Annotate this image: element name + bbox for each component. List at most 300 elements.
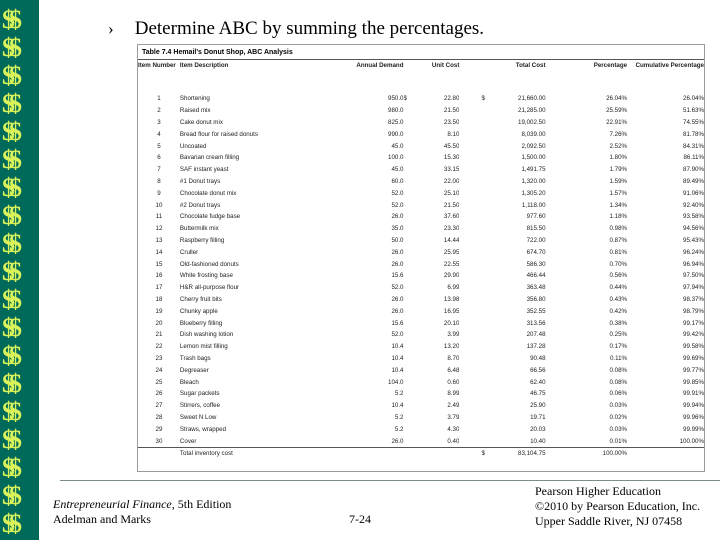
cumulative-cell: 93.58%	[683, 213, 704, 221]
currency-cell	[459, 423, 485, 435]
table-row	[138, 235, 704, 247]
item-description-cell: SAF instant yeast	[179, 166, 229, 174]
unit-cost-cell: 25.10	[443, 189, 460, 197]
currency-cell	[404, 353, 420, 365]
dollar-sign-icon: $$	[2, 369, 16, 398]
currency-cell	[459, 199, 485, 211]
total-cost-cell: 25.90	[530, 402, 546, 410]
table-row	[138, 176, 704, 188]
cumulative-cell: 99.99%	[683, 425, 704, 433]
currency-cell	[459, 117, 485, 129]
dollar-sign-icon: $$	[2, 509, 16, 538]
cumulative-cell: 97.50%	[683, 272, 704, 280]
unit-cost-cell: 13.98	[443, 295, 460, 303]
unit-cost-cell: 22.80	[443, 95, 460, 103]
unit-cost-cell: 22.55	[443, 260, 460, 268]
percentage-cell: 0.38%	[609, 319, 628, 327]
cumulative-cell: 99.96%	[683, 413, 704, 421]
item-number-cell: 2	[157, 107, 161, 115]
dollar-sign-icon: $$	[2, 453, 16, 482]
table-row	[138, 164, 704, 176]
item-description-cell: H&R all-purpose flour	[179, 284, 240, 292]
item-description-cell: Dish washing lotion	[179, 331, 234, 339]
annual-demand-cell: 825.0	[388, 118, 404, 126]
item-number-cell: 27	[155, 402, 163, 410]
annual-demand-cell: 26.0	[391, 307, 404, 315]
table-row	[138, 187, 704, 199]
cumulative-cell: 84.31%	[683, 142, 704, 150]
annual-demand-cell: 45.0	[391, 142, 404, 150]
bullet-text: Determine ABC by summing the percentages.	[134, 18, 485, 39]
table-row	[138, 317, 704, 329]
unit-cost-cell: 21.50	[443, 107, 460, 115]
cumulative-cell: 98.79%	[683, 307, 704, 315]
item-number-cell: 30	[155, 437, 163, 445]
currency-cell	[459, 105, 485, 117]
annual-demand-cell: 5.2	[394, 390, 404, 398]
table-row	[138, 305, 704, 317]
currency-cell	[404, 364, 420, 376]
currency-cell	[404, 317, 420, 329]
item-number-cell: 10	[155, 201, 163, 209]
currency-cell	[404, 211, 420, 223]
currency-cell	[459, 329, 485, 341]
currency-cell	[404, 235, 420, 247]
unit-cost-cell: 20.10	[443, 319, 460, 327]
currency-cell	[404, 294, 420, 306]
item-description-cell: White frosting base	[179, 272, 233, 280]
item-number-cell: 1	[157, 95, 161, 103]
currency-cell	[459, 364, 485, 376]
currency-cell	[459, 164, 485, 176]
currency-cell	[459, 258, 485, 270]
annual-demand-cell: 60.0	[391, 177, 404, 185]
total-cost-cell: 313.56	[526, 319, 546, 327]
item-description-cell: Cover	[179, 437, 197, 445]
dollar-sign-icon: $$	[2, 61, 16, 90]
publisher-line-2: ©2010 by Pearson Education, Inc.	[535, 499, 701, 513]
currency-cell	[459, 376, 485, 388]
table-row	[138, 93, 704, 105]
total-cost-cell: 674.70	[526, 248, 546, 256]
currency-cell	[404, 140, 420, 152]
item-number-cell: 20	[155, 319, 163, 327]
currency-cell	[404, 341, 420, 353]
cumulative-cell: 97.94%	[683, 284, 704, 292]
cumulative-cell: 86.11%	[683, 154, 704, 162]
dollar-sign-icon: $$	[2, 425, 16, 454]
dollar-sign-icon: $$	[2, 481, 16, 510]
title-divider	[138, 59, 704, 60]
unit-cost-cell: 0.60	[447, 378, 460, 386]
table-row	[138, 400, 704, 412]
item-number-cell: 21	[155, 331, 163, 339]
currency-cell	[404, 376, 420, 388]
annual-demand-cell: 26.0	[391, 260, 404, 268]
unit-cost-cell: 23.30	[443, 225, 460, 233]
cumulative-cell: 99.91%	[683, 390, 704, 398]
total-cost-cell: 815.50	[526, 225, 546, 233]
currency-cell	[404, 164, 420, 176]
currency-cell	[459, 176, 485, 188]
unit-cost-cell: 25.95	[443, 248, 460, 256]
currency-cell	[404, 187, 420, 199]
annual-demand-cell: 26.0	[391, 248, 404, 256]
item-number-cell: 22	[155, 343, 163, 351]
cumulative-cell: 96.24%	[683, 248, 704, 256]
total-cost-cell: 363.48	[526, 284, 546, 292]
sidebar-band	[0, 0, 39, 540]
table-row	[138, 364, 704, 376]
total-row	[138, 447, 704, 459]
annual-demand-cell: 950.0	[388, 95, 404, 103]
col-item-description: Item Description	[179, 62, 229, 69]
annual-demand-cell: 50.0	[391, 236, 404, 244]
unit-cost-cell: 33.15	[443, 166, 460, 174]
table-row	[138, 211, 704, 223]
total-cost-cell: 137.28	[526, 343, 546, 351]
annual-demand-cell: 980.0	[388, 107, 404, 115]
col-annual-demand: Annual Demand	[356, 62, 404, 69]
percentage-cell: 2.52%	[609, 142, 628, 150]
unit-cost-cell: 3.79	[447, 413, 460, 421]
table-row	[138, 117, 704, 129]
percentage-cell: 0.87%	[609, 236, 628, 244]
unit-cost-cell: 37.60	[443, 213, 460, 221]
bullet-marker: ›	[108, 19, 114, 38]
col-total-cost: Total Cost	[515, 62, 546, 69]
currency-cell	[404, 152, 420, 164]
unit-cost-cell: 0.40	[447, 437, 460, 445]
currency-cell	[404, 199, 420, 211]
item-description-cell: Bavarian cream filling	[179, 154, 240, 162]
table-row	[138, 128, 704, 140]
percentage-cell: 0.98%	[609, 225, 628, 233]
table-row	[138, 329, 704, 341]
unit-cost-cell: 13.20	[443, 343, 460, 351]
percentage-cell: 0.43%	[609, 295, 628, 303]
currency-cell	[459, 305, 485, 317]
table-row	[138, 282, 704, 294]
annual-demand-cell: 10.4	[391, 343, 404, 351]
percentage-cell: 0.08%	[609, 378, 628, 386]
total-cost-cell: 1,118.00	[521, 201, 546, 209]
item-description-cell: Bread flour for raised donuts	[179, 130, 258, 138]
item-number-cell: 13	[155, 236, 163, 244]
annual-demand-cell: 100.0	[388, 154, 404, 162]
table-row	[138, 388, 704, 400]
cumulative-cell: 99.94%	[683, 402, 704, 410]
cumulative-cell: 99.77%	[683, 366, 704, 374]
total-cost-cell: 8,039.00	[521, 130, 546, 138]
currency-cell	[404, 329, 420, 341]
footer-citation	[53, 497, 231, 527]
total-cost-cell: 19.71	[530, 413, 546, 421]
item-number-cell: 17	[155, 284, 163, 292]
currency-cell	[404, 223, 420, 235]
annual-demand-cell: 10.4	[391, 366, 404, 374]
currency-cell	[459, 388, 485, 400]
total-cost-cell: 66.56	[530, 366, 546, 374]
item-number-cell: 25	[155, 378, 163, 386]
percentage-cell: 0.17%	[609, 343, 628, 351]
item-number-cell: 4	[157, 130, 161, 138]
unit-cost-cell: 4.30	[447, 425, 460, 433]
currency-cell	[459, 246, 485, 258]
cumulative-cell: 98.37%	[683, 295, 704, 303]
annual-demand-cell: 5.2	[394, 425, 404, 433]
item-description-cell: Sugar packets	[179, 390, 220, 398]
item-number-cell: 23	[155, 354, 163, 362]
item-description-cell: Blueberry filling	[179, 319, 223, 327]
currency-cell	[404, 400, 420, 412]
unit-cost-cell: 8.10	[447, 130, 460, 138]
total-cost-cell: 20.03	[530, 425, 546, 433]
unit-cost-cell: 3.99	[447, 331, 460, 339]
annual-demand-cell: 45.0	[391, 166, 404, 174]
percentage-cell: 26.04%	[606, 95, 628, 103]
col-unit-cost: Unit Cost	[431, 62, 460, 69]
total-cost-cell: 1,305.20	[521, 189, 546, 197]
percentage-cell: 25.59%	[606, 107, 628, 115]
abc-table	[138, 62, 704, 460]
total-cost-cell: 1,491.75	[521, 166, 546, 174]
table-row	[138, 258, 704, 270]
currency-cell	[459, 187, 485, 199]
col-item-number: Item Number	[138, 62, 176, 69]
unit-cost-cell: 45.50	[443, 142, 460, 150]
table-row	[138, 105, 704, 117]
currency-cell	[459, 211, 485, 223]
cumulative-cell: 26.04%	[683, 95, 704, 103]
currency-cell	[404, 388, 420, 400]
item-number-cell: 24	[155, 366, 163, 374]
cumulative-cell: 100.00%	[679, 437, 704, 445]
dollar-sign-icon: $$	[2, 341, 16, 370]
item-description-cell: Old-fashioned donuts	[179, 260, 239, 268]
unit-cost-cell: 16.95	[443, 307, 460, 315]
annual-demand-cell: 990.0	[388, 130, 404, 138]
item-description-cell: Straws, wrapped	[179, 425, 227, 433]
dollar-sign-icon: $$	[2, 397, 16, 426]
item-description-cell: Cake donut mix	[179, 118, 223, 126]
currency-cell	[459, 140, 485, 152]
table-title: Table 7.4 Hemail's Donut Shop, ABC Analysis	[142, 49, 293, 56]
bullet-point	[108, 18, 484, 40]
dollar-sign-icon: $$	[2, 33, 16, 62]
item-number-cell: 3	[157, 118, 161, 126]
percentage-cell: 1.57%	[609, 189, 628, 197]
unit-cost-cell: 23.50	[443, 118, 460, 126]
percentage-cell: 0.03%	[609, 425, 628, 433]
table-row	[138, 199, 704, 211]
cumulative-cell: 51.63%	[683, 107, 704, 115]
table-row	[138, 412, 704, 424]
item-description-cell: Cherry fruit bits	[179, 295, 222, 303]
annual-demand-cell: 10.4	[391, 354, 404, 362]
item-number-cell: 9	[157, 189, 161, 197]
currency-cell	[459, 270, 485, 282]
total-cell: 100.00%	[546, 447, 628, 459]
currency-cell	[459, 412, 485, 424]
currency-cell	[459, 128, 485, 140]
total-cost-cell: 356.80	[526, 295, 546, 303]
publisher-info	[535, 484, 700, 529]
currency-cell	[459, 282, 485, 294]
cumulative-cell: 96.94%	[683, 260, 704, 268]
total-cell: 83,104.75	[485, 447, 546, 459]
percentage-cell: 1.79%	[609, 166, 628, 174]
dollar-sign-icon: $$	[2, 117, 16, 146]
dollar-sign-icon: $$	[2, 145, 16, 174]
item-description-cell: Chocolate donut mix	[179, 189, 237, 197]
cumulative-cell: 99.69%	[683, 354, 704, 362]
currency-cell: $	[403, 95, 407, 103]
total-cost-cell: 10.40	[530, 437, 546, 445]
total-cost-cell: 90.48	[530, 354, 546, 362]
annual-demand-cell: 15.6	[391, 272, 404, 280]
table-row	[138, 270, 704, 282]
percentage-cell: 0.08%	[609, 366, 628, 374]
percentage-cell: 1.18%	[609, 213, 628, 221]
annual-demand-cell: 52.0	[391, 189, 404, 197]
item-description-cell: Uncoated	[179, 142, 207, 150]
table-row	[138, 435, 704, 447]
percentage-cell: 0.01%	[609, 437, 628, 445]
unit-cost-cell: 29.90	[443, 272, 460, 280]
percentage-cell: 7.26%	[609, 130, 628, 138]
table-row	[138, 152, 704, 164]
item-description-cell: Chocolate fudge base	[179, 213, 241, 221]
item-description-cell: #1 Donut trays	[179, 177, 221, 185]
currency-cell	[459, 341, 485, 353]
currency-cell	[404, 270, 420, 282]
item-description-cell: Raspberry filling	[179, 236, 225, 244]
dollar-sign-icon: $$	[2, 5, 16, 34]
percentage-cell: 0.11%	[609, 354, 628, 362]
annual-demand-cell: 26.0	[391, 437, 404, 445]
col-percentage: Percentage	[593, 62, 628, 69]
annual-demand-cell: 26.0	[391, 295, 404, 303]
currency-cell	[404, 246, 420, 258]
total-cost-cell: 21,660.00	[518, 95, 546, 103]
total-cost-cell: 1,500.00	[521, 154, 546, 162]
item-number-cell: 26	[155, 390, 163, 398]
unit-cost-cell: 6.99	[447, 284, 460, 292]
total-cost-cell: 722.00	[526, 236, 546, 244]
annual-demand-cell: 26.0	[391, 213, 404, 221]
item-description-cell: Degreaser	[179, 366, 209, 374]
currency-cell: $	[481, 95, 485, 103]
currency-cell	[404, 258, 420, 270]
percentage-cell: 0.03%	[609, 402, 628, 410]
table-row	[138, 376, 704, 388]
currency-cell	[404, 282, 420, 294]
item-description-cell: #2 Donut trays	[179, 201, 221, 209]
percentage-cell: 1.34%	[609, 201, 628, 209]
percentage-cell: 0.02%	[609, 413, 628, 421]
item-description-cell: Trash bags	[179, 354, 211, 362]
currency-cell	[459, 435, 485, 447]
cumulative-cell: 95.43%	[683, 236, 704, 244]
dollar-sign-icon: $$	[2, 313, 16, 342]
currency-cell	[404, 117, 420, 129]
annual-demand-cell: 15.6	[391, 319, 404, 327]
total-cost-cell: 2,092.50	[521, 142, 546, 150]
total-cell: $	[459, 447, 485, 459]
book-edition: 5th Edition	[174, 497, 232, 511]
item-number-cell: 11	[155, 213, 163, 221]
annual-demand-cell: 52.0	[391, 284, 404, 292]
annual-demand-cell: 52.0	[391, 201, 404, 209]
item-description-cell: Bleach	[179, 378, 199, 386]
total-cost-cell: 21,285.00	[518, 107, 546, 115]
table-row	[138, 341, 704, 353]
item-description-cell: Stirrers, coffee	[179, 402, 221, 410]
cumulative-cell: 74.55%	[683, 118, 704, 126]
currency-cell	[404, 435, 420, 447]
annual-demand-cell: 10.4	[391, 402, 404, 410]
cumulative-cell: 81.78%	[683, 130, 704, 138]
item-number-cell: 28	[155, 413, 163, 421]
total-cost-cell: 586.30	[526, 260, 546, 268]
annual-demand-cell: 35.0	[391, 225, 404, 233]
percentage-cell: 1.80%	[609, 154, 628, 162]
cumulative-cell: 99.42%	[683, 331, 704, 339]
item-number-cell: 16	[155, 272, 163, 280]
item-number-cell: 29	[155, 425, 163, 433]
percentage-cell: 0.44%	[609, 284, 628, 292]
col-cumulative-percentage: Cumulative Percentage	[635, 62, 704, 69]
unit-cost-cell: 14.44	[443, 236, 460, 244]
item-description-cell: Buttermilk mix	[179, 225, 219, 233]
item-description-cell: Cruller	[179, 248, 199, 256]
total-cost-cell: 19,002.50	[518, 118, 546, 126]
item-description-cell: Raised mix	[179, 107, 211, 115]
unit-cost-cell: 15.30	[443, 154, 460, 162]
publisher-line-1: Pearson Higher Education	[535, 484, 661, 498]
percentage-cell: 22.91%	[606, 118, 628, 126]
item-description-cell: Lemon mist filling	[179, 343, 228, 351]
unit-cost-cell: 22.00	[443, 177, 460, 185]
total-cost-cell: 466.44	[526, 272, 546, 280]
annual-demand-cell: 52.0	[391, 331, 404, 339]
percentage-cell: 0.42%	[609, 307, 628, 315]
item-description-cell: Shortening	[179, 95, 210, 103]
currency-cell	[459, 317, 485, 329]
item-number-cell: 5	[157, 142, 161, 150]
book-title: Entrepreneurial Finance,	[53, 497, 175, 511]
total-cost-cell: 352.55	[526, 307, 546, 315]
unit-cost-cell: 6.48	[447, 366, 460, 374]
footer-divider	[60, 480, 720, 481]
item-number-cell: 19	[155, 307, 163, 315]
book-authors: Adelman and Marks	[53, 512, 151, 526]
item-number-cell: 8	[157, 177, 161, 185]
item-number-cell: 12	[155, 225, 163, 233]
cumulative-cell: 99.58%	[683, 343, 704, 351]
total-cost-cell: 1,320.00	[521, 177, 546, 185]
unit-cost-cell: 8.99	[447, 390, 460, 398]
unit-cost-cell: 21.50	[443, 201, 460, 209]
percentage-cell: 0.56%	[609, 272, 628, 280]
dollar-sign-icon: $$	[2, 285, 16, 314]
total-cost-cell: 62.40	[530, 378, 546, 386]
percentage-cell: 0.70%	[609, 260, 628, 268]
item-number-cell: 15	[155, 260, 163, 268]
percentage-cell: 0.25%	[609, 331, 628, 339]
table-row	[138, 353, 704, 365]
